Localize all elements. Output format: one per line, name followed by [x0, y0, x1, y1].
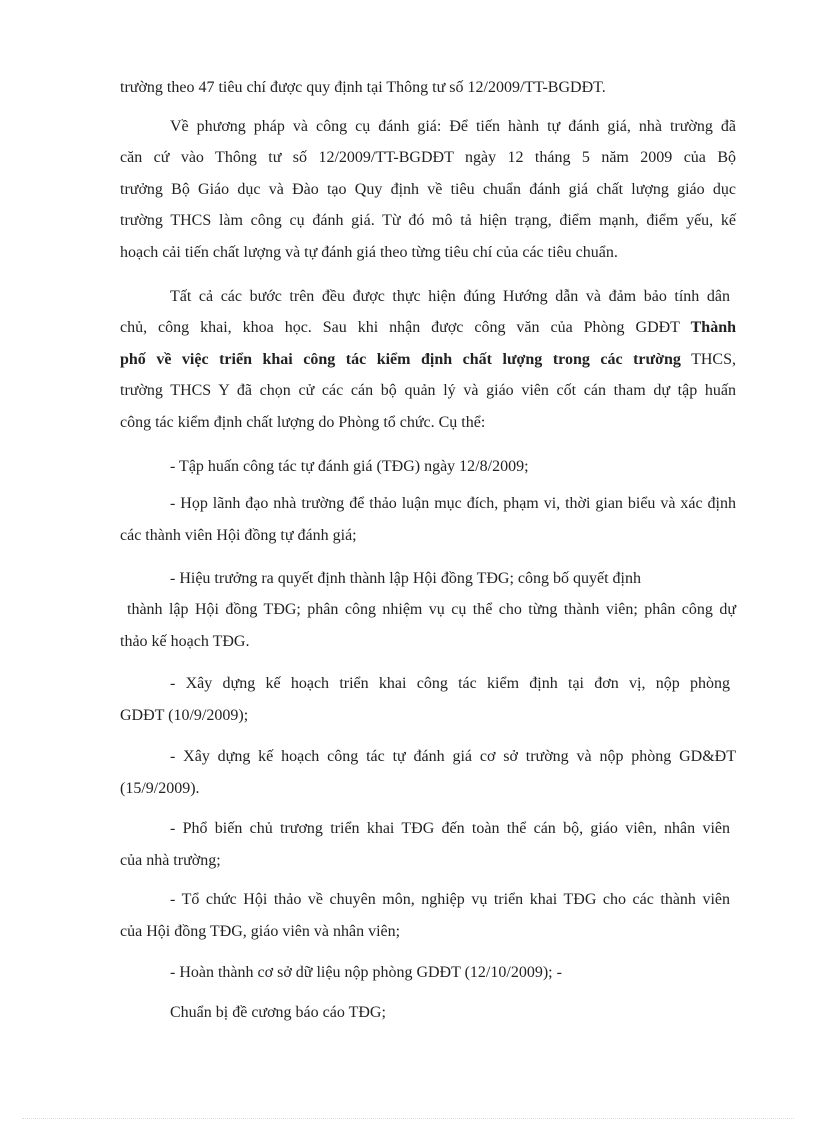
list-item-continuation: thảo kế hoạch TĐG.	[120, 633, 250, 650]
list-item: - Tập huấn công tác tự đánh giá (TĐG) ngày 12/8/2009;	[170, 458, 529, 475]
list-item-continuation: của Hội đồng TĐG, giáo viên và nhân viên;	[120, 923, 401, 940]
paragraph-line: hoạch cải tiến chất lượng và tự đánh giá theo từng tiêu chí của các tiêu chuẩn.	[120, 244, 618, 261]
paragraph-line: trưởng Bộ Giáo dục và Đào tạo Quy định về tiêu chuẩn đánh giá chất lượng giáo dục	[120, 181, 736, 198]
paragraph-text: chủ, công khai, khoa học. Sau khi nhận được công văn của Phòng GDĐT	[120, 319, 691, 336]
paragraph-line: trường THCS Y đã chọn cử các cán bộ quản lý và giáo viên cốt cán tham dự tập huấn	[120, 382, 736, 399]
list-item: - Xây dựng kế hoạch triển khai công tác kiểm định tại đơn vị, nộp phòng	[170, 675, 730, 692]
page-edge-divider	[22, 1118, 794, 1119]
list-item: - Phổ biến chủ trương triển khai TĐG đến toàn thể cán bộ, giáo viên, nhân viên	[170, 820, 730, 837]
list-item-continuation: GDĐT (10/9/2009);	[120, 707, 249, 724]
list-item: - Hiệu trưởng ra quyết định thành lập Hội đồng TĐG; công bố quyết định	[170, 570, 641, 587]
paragraph-line: trường THCS làm công cụ đánh giá. Từ đó mô tả hiện trạng, điểm mạnh, điểm yếu, kế	[120, 212, 736, 229]
paragraph-line	[120, 350, 736, 370]
list-item: - Tổ chức Hội thảo về chuyên môn, nghiệp vụ triển khai TĐG cho các thành viên	[170, 891, 730, 908]
list-item-continuation: (15/9/2009).	[120, 780, 200, 797]
list-item: Chuẩn bị đề cương báo cáo TĐG;	[170, 1004, 386, 1021]
paragraph-text: THCS,	[680, 351, 736, 368]
list-item: - Xây dựng kế hoạch công tác tự đánh giá cơ sở trường và nộp phòng GD&ĐT	[170, 748, 736, 765]
paragraph-line: căn cứ vào Thông tư số 12/2009/TT-BGDĐT ngày 12 tháng 5 năm 2009 của Bộ	[120, 149, 736, 166]
paragraph-line: công tác kiểm định chất lượng do Phòng tổ chức. Cụ thể:	[120, 414, 486, 431]
bold-text: Thành	[690, 319, 736, 336]
list-item: - Họp lãnh đạo nhà trường để thảo luận mục đích, phạm vi, thời gian biểu và xác định	[170, 495, 736, 512]
paragraph-line: Tất cả các bước trên đều được thực hiện đúng Hướng dẫn và đảm bảo tính dân	[170, 288, 730, 305]
paragraph-line: Về phương pháp và công cụ đánh giá: Để tiến hành tự đánh giá, nhà trường đã	[170, 118, 736, 135]
list-item-continuation: các thành viên Hội đồng tự đánh giá;	[120, 527, 357, 544]
list-item-continuation: thành lập Hội đồng TĐG; phân công nhiệm vụ cụ thể cho từng thành viên; phân công dự	[127, 601, 736, 618]
paragraph-line: trường theo 47 tiêu chí được quy định tại Thông tư số 12/2009/TT-BGDĐT.	[120, 79, 606, 96]
list-item: - Hoàn thành cơ sở dữ liệu nộp phòng GDĐT (12/10/2009); -	[170, 964, 562, 981]
paragraph-line	[120, 318, 736, 338]
list-item-continuation: của nhà trường;	[120, 852, 221, 869]
bold-text: phố về việc triển khai công tác kiểm định chất lượng trong các trường	[120, 351, 681, 368]
